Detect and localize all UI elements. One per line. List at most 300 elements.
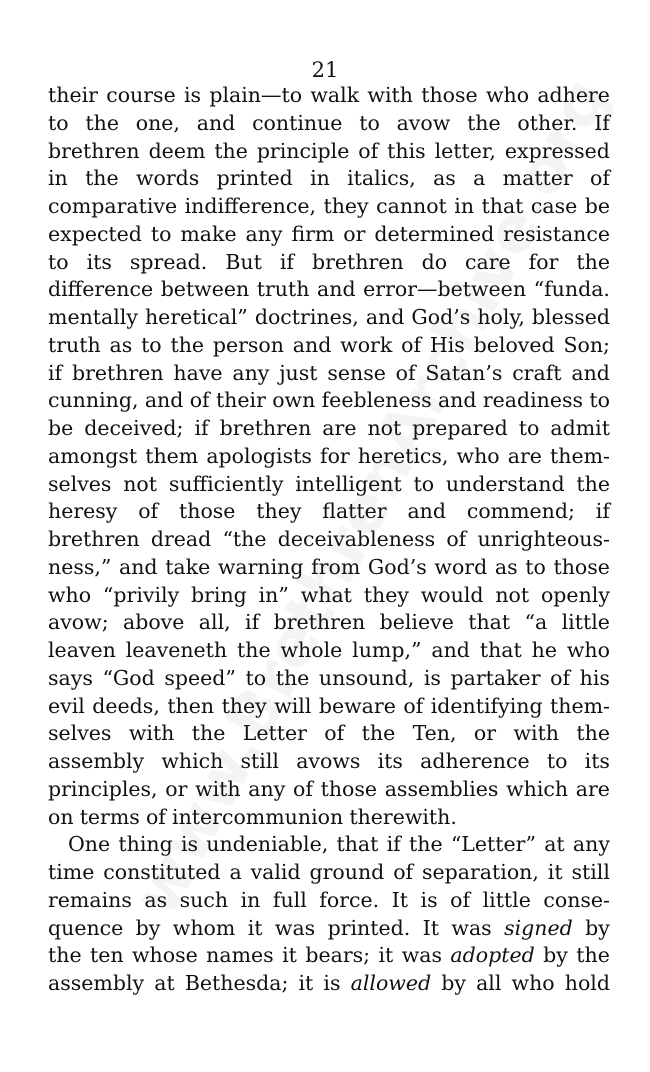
word: who <box>566 638 610 662</box>
word: “funda. <box>533 277 610 302</box>
text-line <box>48 82 610 110</box>
word: continue <box>252 110 343 135</box>
text-line <box>48 498 610 526</box>
word: admit <box>550 416 610 440</box>
word: force. <box>319 887 380 912</box>
word: full <box>272 887 307 912</box>
word: will <box>274 693 312 718</box>
word: those <box>421 83 478 107</box>
text-line <box>48 387 610 415</box>
word: speed” <box>164 665 236 690</box>
word: “privily <box>102 582 180 607</box>
word: he <box>531 638 557 662</box>
word: of <box>403 693 424 718</box>
word: heretical” <box>144 305 248 329</box>
word: with <box>513 721 560 746</box>
word: it <box>282 943 297 968</box>
word: cunning, <box>48 388 139 413</box>
word: “God <box>102 665 155 690</box>
word: beware <box>318 693 396 718</box>
word: any <box>232 360 270 385</box>
word: dread <box>150 527 212 551</box>
word: error—between <box>363 277 527 302</box>
word: it <box>378 943 394 968</box>
word: this <box>387 138 426 163</box>
word: if <box>194 416 209 440</box>
word: ten <box>90 943 124 968</box>
word: the <box>170 332 205 357</box>
word: brethren <box>48 527 140 551</box>
word: principles, <box>48 776 158 801</box>
word: hold <box>564 971 610 995</box>
word: understand <box>445 471 565 496</box>
word: the <box>85 110 119 135</box>
word: intelligent <box>295 471 402 496</box>
word: the <box>85 166 119 191</box>
word: that <box>336 832 379 857</box>
text-line <box>48 471 610 499</box>
word: of <box>395 360 416 385</box>
word: of <box>550 665 571 690</box>
word: and <box>292 332 332 357</box>
text-line <box>48 859 610 887</box>
word: to <box>141 332 162 357</box>
word: do <box>421 249 448 274</box>
word: the <box>576 943 610 968</box>
word: Letter <box>242 721 307 746</box>
word: intercommunion <box>172 804 344 829</box>
word: the <box>191 721 226 746</box>
text-line <box>48 138 610 166</box>
word: who <box>485 83 530 107</box>
word: the <box>576 721 610 746</box>
word: as <box>433 166 456 191</box>
word: if <box>595 499 610 524</box>
word: flatter <box>322 499 387 524</box>
word: any <box>248 776 286 801</box>
word: as <box>144 887 168 912</box>
word: in <box>240 887 261 912</box>
word: lump,” <box>352 638 422 662</box>
word: the <box>361 721 396 746</box>
word: to <box>518 416 540 440</box>
word: to <box>525 554 546 579</box>
word: the <box>467 110 501 135</box>
word: if <box>386 832 401 857</box>
word: who <box>48 582 92 607</box>
word: in <box>310 166 330 191</box>
word: those <box>320 776 378 801</box>
word: who <box>511 971 555 995</box>
word: prepared <box>412 416 508 440</box>
text-line <box>48 970 610 998</box>
word: heresy <box>48 499 118 524</box>
word: still <box>571 860 610 884</box>
word: thing <box>118 832 173 857</box>
word: conse- <box>543 887 610 912</box>
word: of <box>292 776 313 801</box>
word: for <box>319 443 350 468</box>
word: apologists <box>206 443 312 468</box>
word: But <box>225 249 262 274</box>
word: are <box>322 416 357 440</box>
word: all, <box>198 610 231 635</box>
word: deem <box>148 138 206 163</box>
text-line <box>48 776 610 804</box>
word: adhere <box>537 83 610 107</box>
word: his <box>579 665 610 690</box>
word: not <box>123 471 158 496</box>
word: undeniable, <box>206 832 329 857</box>
word: which <box>161 749 224 773</box>
word: Bethesda; <box>184 971 289 995</box>
word: the <box>48 943 82 968</box>
word: person <box>212 332 284 357</box>
word: walk <box>310 83 360 107</box>
word: its <box>377 749 403 773</box>
text-line <box>48 609 610 637</box>
word: other. <box>517 110 578 135</box>
text-line <box>48 831 610 859</box>
word: plain—to <box>209 83 303 107</box>
word: which <box>506 776 569 801</box>
word: from <box>311 554 361 579</box>
word: sense <box>327 360 386 385</box>
word: brethren <box>273 610 366 635</box>
word: God’s <box>411 305 471 329</box>
word: in” <box>258 582 289 607</box>
word: in <box>48 166 68 191</box>
word: as <box>109 332 133 357</box>
word: separation, <box>422 860 539 884</box>
word: for <box>528 249 559 274</box>
word: quence <box>48 915 124 940</box>
word: names <box>206 943 274 968</box>
body-text <box>48 82 610 998</box>
text-line <box>48 526 610 554</box>
word: if <box>245 610 260 635</box>
word: brethren <box>71 360 164 385</box>
word: at <box>544 832 565 857</box>
word: truth <box>48 332 101 357</box>
word: one, <box>135 110 180 135</box>
text-line <box>48 804 610 832</box>
word: what <box>300 582 352 607</box>
word: of <box>189 388 210 413</box>
word: deceivableness <box>277 527 436 551</box>
word: difference <box>48 277 154 302</box>
word: that <box>479 638 522 662</box>
word: holy, <box>477 305 525 329</box>
word: of <box>590 166 610 191</box>
word: amongst <box>48 443 138 468</box>
word: or <box>473 721 497 746</box>
word: not <box>367 416 402 440</box>
word: selves <box>48 721 112 746</box>
word: determined <box>374 221 495 246</box>
word: adopted <box>450 943 535 968</box>
word: or <box>165 776 188 801</box>
word: is <box>183 83 202 107</box>
word: God’s <box>367 554 427 579</box>
word: they <box>256 499 302 524</box>
word: whose <box>132 943 198 968</box>
word: be <box>48 416 74 440</box>
word: and <box>144 388 184 413</box>
word: of <box>450 887 471 912</box>
word: Satan’s <box>425 360 503 385</box>
word: them <box>145 443 199 468</box>
word: is <box>420 887 438 912</box>
word: blessed <box>531 305 610 329</box>
word: to <box>48 110 69 135</box>
word: was <box>274 915 316 940</box>
text-line <box>48 887 610 915</box>
word: and <box>196 110 236 135</box>
word: a <box>229 860 242 884</box>
word: if <box>48 360 63 385</box>
word: principle <box>256 138 350 163</box>
word: the <box>576 471 610 496</box>
text-line <box>48 249 610 277</box>
word: truth <box>256 277 310 302</box>
word: was <box>401 943 442 968</box>
text-line <box>48 748 610 776</box>
text-line <box>48 304 610 332</box>
word: the <box>409 832 443 857</box>
word: between <box>160 277 250 302</box>
word: are <box>575 776 610 801</box>
word: any <box>572 832 610 857</box>
word: they <box>323 194 369 218</box>
word: If <box>594 110 610 135</box>
word: mentally <box>48 305 138 329</box>
word: of <box>393 860 414 884</box>
word: doctrines, <box>254 305 359 329</box>
word: of <box>138 499 159 524</box>
word: to <box>245 665 267 690</box>
word: heretics, <box>357 443 449 468</box>
word: word <box>434 554 488 579</box>
word: work <box>340 332 393 357</box>
word: them- <box>550 443 610 468</box>
word: assemblies <box>384 776 499 801</box>
word: It <box>422 915 440 940</box>
word: unrighteous- <box>477 527 610 551</box>
word: remains <box>48 887 132 912</box>
word: believe <box>379 610 454 635</box>
word: assembly <box>48 971 145 995</box>
word: it <box>547 860 563 884</box>
word: was <box>451 915 492 940</box>
word: expected <box>48 221 142 246</box>
word: their <box>48 83 98 107</box>
word: readiness <box>482 388 584 413</box>
word: “Letter” <box>450 832 536 857</box>
word: and <box>365 305 405 329</box>
word: valid <box>250 860 301 884</box>
word: brethren <box>219 416 312 440</box>
text-line <box>48 665 610 693</box>
word: bring <box>190 582 247 607</box>
text-line <box>48 582 610 610</box>
word: to <box>359 110 380 135</box>
word: to <box>413 471 435 496</box>
word: by <box>543 943 568 968</box>
word: be <box>584 194 610 218</box>
word: those <box>553 554 610 579</box>
word: words <box>135 166 200 191</box>
word: or <box>343 221 366 246</box>
word: their <box>215 388 266 413</box>
word: they <box>363 582 409 607</box>
word: by <box>585 915 610 940</box>
word: of <box>446 527 467 551</box>
word: the <box>275 665 310 690</box>
word: with <box>195 776 241 801</box>
word: letter, <box>434 138 496 163</box>
word: terms <box>79 804 140 829</box>
word: just <box>279 360 318 385</box>
word: “the <box>222 527 267 551</box>
word: own <box>272 388 316 413</box>
text-line <box>48 110 610 138</box>
word: it <box>298 971 314 995</box>
text-line <box>48 554 610 582</box>
word: commend; <box>466 499 575 524</box>
word: It <box>391 887 409 912</box>
word: assembly <box>48 749 145 773</box>
text-line <box>48 276 610 304</box>
word: they <box>221 693 267 718</box>
word: and <box>407 499 446 524</box>
text-line <box>48 415 610 443</box>
word: the <box>214 138 248 163</box>
word: selves <box>48 471 112 496</box>
word: that <box>468 610 511 635</box>
word: avow <box>396 110 451 135</box>
word: are <box>507 443 542 468</box>
text-line <box>48 443 610 471</box>
word: of <box>324 721 345 746</box>
word: is <box>180 832 199 857</box>
word: all <box>476 971 502 995</box>
word: warning <box>217 554 304 579</box>
word: them- <box>550 693 610 718</box>
word: ground <box>309 860 385 884</box>
word: those <box>179 499 236 524</box>
word: little <box>561 610 610 635</box>
text-line <box>48 693 610 721</box>
word: make <box>180 221 237 246</box>
word: matter <box>502 166 573 191</box>
word: leaven <box>48 638 116 662</box>
text-line <box>48 332 610 360</box>
word: avow; <box>48 610 109 635</box>
word: identifying <box>430 693 543 718</box>
word: its <box>584 749 610 773</box>
word: unsound, <box>318 665 415 690</box>
word: avows <box>296 749 361 773</box>
text-line <box>48 165 610 193</box>
word: constituted <box>103 860 221 884</box>
word: then <box>167 693 215 718</box>
word: cannot <box>376 194 447 218</box>
word: case <box>530 194 578 218</box>
word: care <box>465 249 511 274</box>
word: and <box>317 277 356 302</box>
word: time <box>48 860 95 884</box>
word: its <box>86 249 112 274</box>
word: a <box>473 166 486 191</box>
word: is <box>323 971 341 995</box>
text-line <box>48 637 610 665</box>
word: allowed <box>350 971 432 995</box>
word: bears; <box>305 943 371 968</box>
word: take <box>165 554 211 579</box>
word: to <box>546 749 568 773</box>
word: feebleness <box>321 388 432 413</box>
word: little <box>482 887 531 912</box>
word: One <box>68 832 111 857</box>
word: who <box>456 443 500 468</box>
word: by <box>135 915 161 940</box>
word: indifference, <box>184 194 317 218</box>
text-line <box>48 720 610 748</box>
word: says <box>48 665 93 690</box>
word: leaveneth <box>125 638 228 662</box>
word: beloved <box>473 332 555 357</box>
word: comparative <box>48 194 178 218</box>
word: it <box>247 915 263 940</box>
word: at <box>154 971 175 995</box>
word: to <box>150 221 172 246</box>
word: if <box>279 249 294 274</box>
word: and <box>119 554 158 579</box>
word: deceived; <box>84 416 184 440</box>
word: that <box>481 194 524 218</box>
word: to <box>48 249 69 274</box>
word: printed. <box>327 915 411 940</box>
word: His <box>429 332 465 357</box>
word: Son; <box>563 332 610 357</box>
word: openly <box>540 582 610 607</box>
word: not <box>495 582 530 607</box>
word: above <box>123 610 185 635</box>
word: spread. <box>129 249 208 274</box>
text-line <box>48 915 610 943</box>
word: on <box>48 804 74 829</box>
word: sufficiently <box>168 471 284 496</box>
word: such <box>179 887 229 912</box>
word: firm <box>291 221 335 246</box>
word: “a <box>524 610 548 635</box>
word: with <box>367 83 413 107</box>
word: as <box>494 554 518 579</box>
word: course <box>106 83 176 107</box>
word: signed <box>504 915 573 940</box>
word: whole <box>280 638 343 662</box>
word: the <box>237 638 271 662</box>
word: in <box>454 194 475 218</box>
word: resistance <box>503 221 610 246</box>
word: italics, <box>347 166 416 191</box>
word: of <box>145 804 166 829</box>
word: of <box>401 332 422 357</box>
word: whom <box>172 915 236 940</box>
word: any <box>245 221 283 246</box>
word: is <box>423 665 441 690</box>
